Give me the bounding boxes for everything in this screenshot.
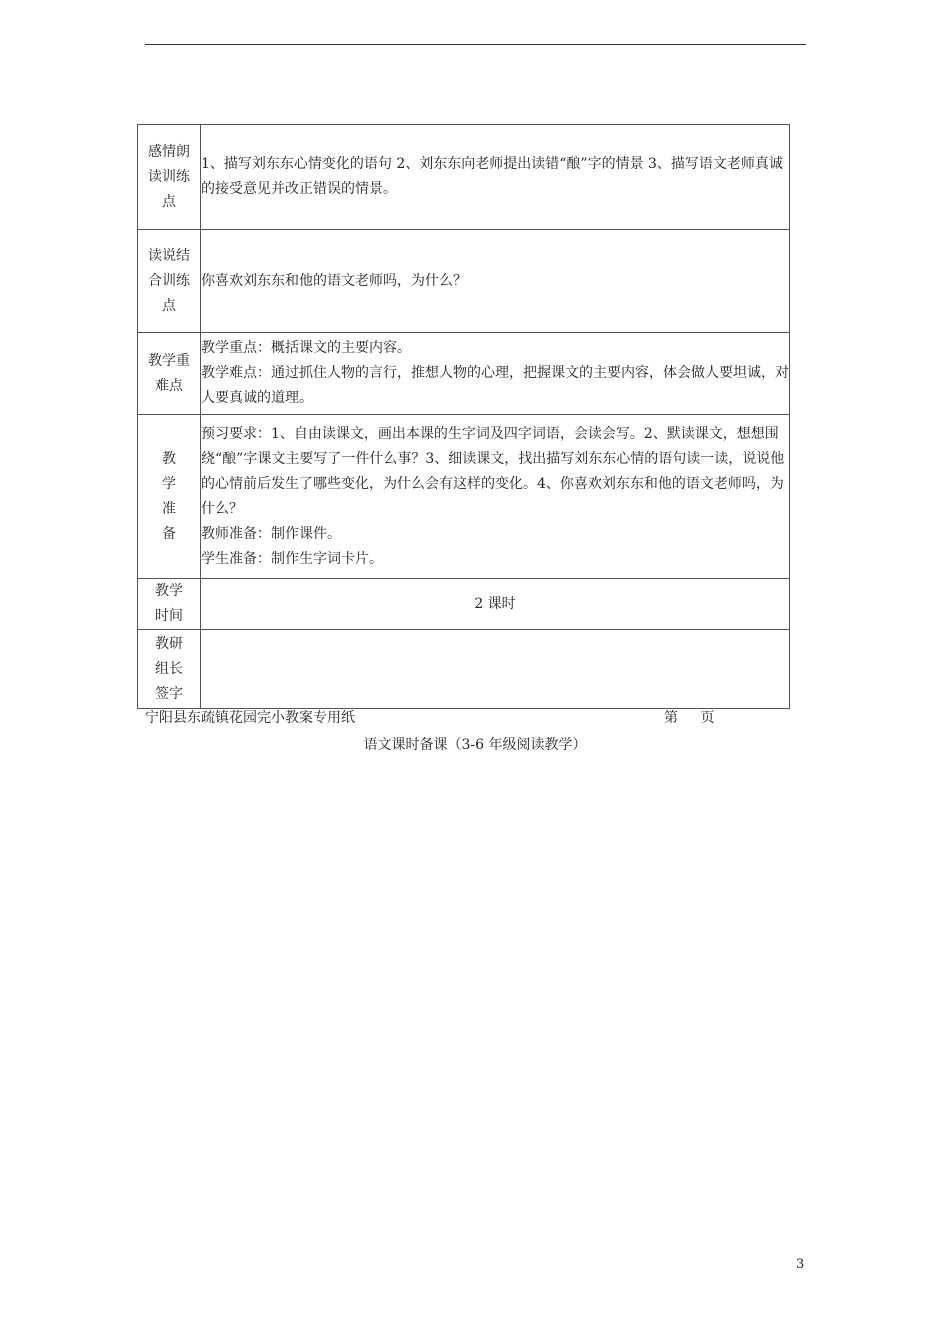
table-row (138, 630, 790, 709)
footer-page-label: 第 页 (664, 710, 715, 726)
row-label: 教学准备 (138, 415, 201, 579)
footer-school: 宁阳县东疏镇花园完小教案专用纸 (145, 710, 355, 726)
table-row (138, 415, 790, 579)
page-number: 3 (796, 1257, 805, 1272)
row-label: 教学重 难点 (138, 333, 201, 415)
table-row (138, 579, 790, 630)
row-content: 你喜欢刘东东和他的语文老师吗，为什么？ (201, 230, 790, 333)
row-label: 教研组长签字 (138, 630, 201, 709)
row-label: 教学时间 (138, 579, 201, 630)
row-label: 感情朗读训练点 (138, 125, 201, 230)
table-row (138, 125, 790, 230)
row-content: 预习要求：1、自由读课文，画出本课的生字词及四字词语，会读会写。2、默读课文，想想围绕“酿”字课文主要写了一件什么事？3、细读课文，找出描写刘东东心情的语句读一读，说说他的心情前后发生了哪些变化，为什么会有这样的变化。4、你喜欢刘东东和他的语文老师吗，为什么？ 教师准备：制作课件。 学生准备：制作生字词卡片。 (201, 415, 790, 579)
table-row (138, 333, 790, 415)
row-content (201, 630, 790, 709)
row-content: 2 课时 (201, 579, 790, 630)
row-content: 教学重点：概括课文的主要内容。 教学难点：通过抓住人物的言行，推想人物的心理，把握课文的主要内容，体会做人要坦诚，对人要真诚的道理。 (201, 333, 790, 415)
footer-subtitle: 语文课时备课（3-6 年级阅读教学） (363, 737, 587, 753)
table-row (138, 230, 790, 333)
row-label: 读说结合训练点 (138, 230, 201, 333)
lesson-plan-table (137, 124, 790, 709)
row-content: 1、描写刘东东心情变化的语句 2、刘东东向老师提出读错“酿”字的情景 3、描写语文老师真诚的接受意见并改正错误的情景。 (201, 125, 790, 230)
header-rule (145, 44, 806, 45)
